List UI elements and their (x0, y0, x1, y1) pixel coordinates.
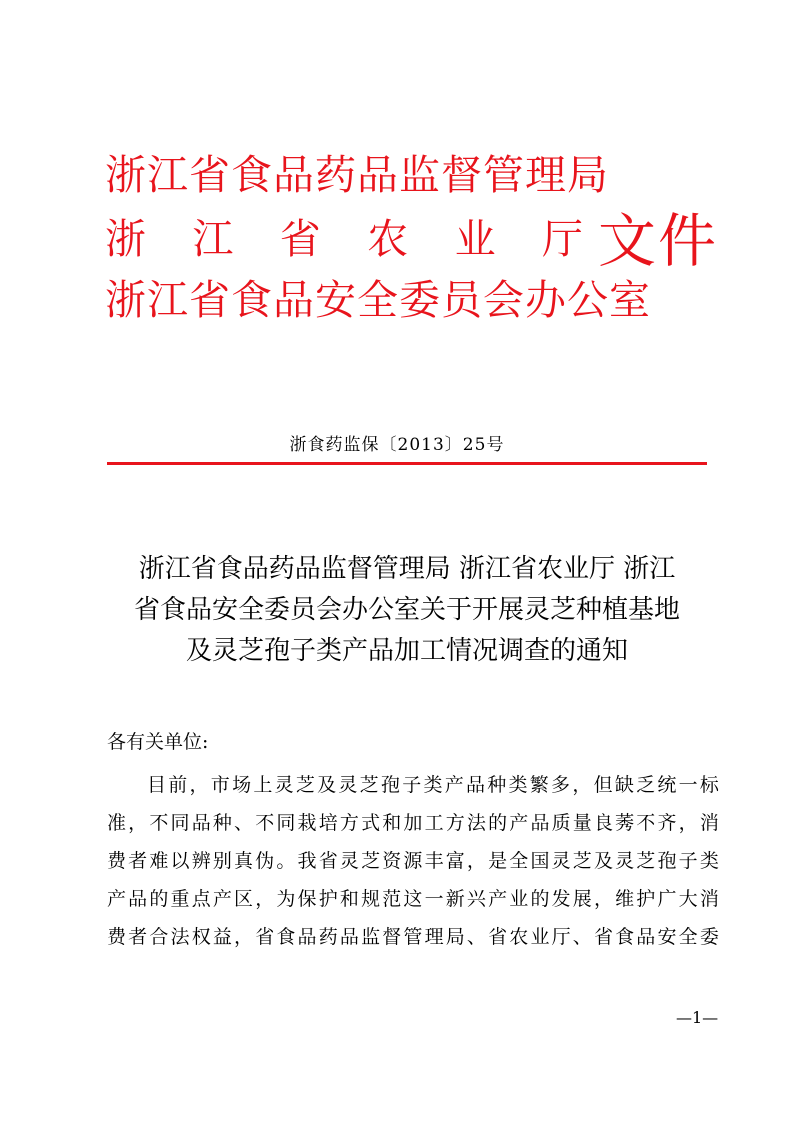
salutation: 各有关单位: (107, 731, 209, 753)
glyph: 多 (551, 774, 571, 796)
glyph: 业 (530, 926, 550, 948)
glyph: 者 (128, 926, 148, 948)
glyph: 护 (636, 888, 656, 910)
glyph: 和 (382, 812, 402, 834)
glyph: 和 (339, 888, 359, 910)
glyph: 权 (191, 926, 211, 948)
glyph: 重 (170, 888, 190, 910)
glyph: 产 (509, 812, 529, 834)
title-line: 省食品安全委员会办公室关于开展灵芝种植基地 (133, 595, 680, 625)
glyph: 我 (297, 850, 317, 872)
glyph: 以 (170, 850, 190, 872)
glyph: 辨 (191, 850, 211, 872)
glyph: 新 (445, 888, 465, 910)
glyph: 监 (361, 926, 381, 948)
glyph: 、 (572, 926, 592, 948)
red-separator-line (107, 462, 707, 465)
issuer-food-safety-committee-office: 浙江省食品安全委员会办公室 (105, 276, 651, 324)
glyph: 产 (212, 888, 232, 910)
glyph: 加 (403, 812, 423, 834)
glyph: 省 (488, 926, 508, 948)
glyph: 全 (678, 926, 698, 948)
glyph: 灵 (551, 850, 571, 872)
title-line: 浙江省食品药品监督管理局 浙江省农业厅 浙江 (138, 554, 676, 584)
glyph: 市 (210, 774, 230, 796)
glyph: 管 (403, 926, 423, 948)
glyph: 芝 (572, 850, 592, 872)
glyph: 消 (699, 888, 719, 910)
glyph: 厅 (541, 215, 583, 263)
glyph: 是 (488, 850, 508, 872)
glyph: 理 (424, 926, 444, 948)
glyph: 富 (445, 850, 465, 872)
glyph: 产 (444, 774, 464, 796)
glyph: 场 (232, 774, 252, 796)
glyph: 式 (361, 812, 381, 834)
document-number: 浙食药监保〔2013〕25号 (289, 435, 505, 455)
glyph: 种 (212, 812, 232, 834)
glyph: 品 (128, 888, 148, 910)
glyph: 伪 (255, 850, 275, 872)
glyph: 子 (402, 774, 422, 796)
glyph: 的 (488, 812, 508, 834)
glyph: 芝 (636, 850, 656, 872)
glyph: 丰 (424, 850, 444, 872)
glyph: 食 (615, 926, 635, 948)
glyph: 为 (276, 888, 296, 910)
glyph: 芝 (359, 774, 379, 796)
glyph: 维 (615, 888, 635, 910)
glyph: 乏 (636, 774, 656, 796)
glyph: 江 (192, 215, 234, 263)
glyph: ， (128, 812, 148, 834)
glyph: 省 (318, 850, 338, 872)
glyph: 厅 (551, 926, 571, 948)
glyph: 芝 (361, 850, 381, 872)
glyph: 浙 (105, 215, 146, 263)
glyph: 业 (454, 215, 496, 263)
glyph: 繁 (529, 774, 549, 796)
glyph: 方 (445, 812, 465, 834)
glyph: ， (678, 812, 698, 834)
glyph: 费 (107, 926, 127, 948)
issuer-agriculture-department (105, 215, 583, 263)
issuer-food-drug-administration: 浙江省食品药品监督管理局 (105, 151, 609, 199)
glyph: 合 (149, 926, 169, 948)
glyph: 资 (382, 850, 402, 872)
glyph: ， (255, 888, 275, 910)
glyph: 准 (107, 812, 127, 834)
glyph: 安 (657, 926, 677, 948)
glyph: 不 (149, 812, 169, 834)
glyph: 及 (593, 850, 613, 872)
glyph: 难 (149, 850, 169, 872)
glyph: 工 (424, 812, 444, 834)
glyph: 统 (657, 774, 677, 796)
glyph: 、 (234, 812, 254, 834)
glyph: 消 (699, 812, 719, 834)
glyph: 大 (678, 888, 698, 910)
body-paragraph (107, 766, 719, 956)
glyph: 农 (367, 215, 409, 263)
glyph: 齐 (657, 812, 677, 834)
glyph: 一 (678, 774, 698, 796)
glyph: 的 (149, 888, 169, 910)
glyph: 孢 (380, 774, 400, 796)
glyph: 品 (530, 812, 550, 834)
glyph: 这 (403, 888, 423, 910)
glyph: 源 (403, 850, 423, 872)
glyph: 芝 (295, 774, 315, 796)
glyph: 发 (551, 888, 571, 910)
glyph: 灵 (615, 850, 635, 872)
glyph: 质 (551, 812, 571, 834)
glyph: ， (466, 850, 486, 872)
glyph: 缺 (614, 774, 634, 796)
glyph: 者 (128, 850, 148, 872)
glyph: 同 (276, 812, 296, 834)
glyph: 类 (508, 774, 528, 796)
glyph: 莠 (615, 812, 635, 834)
document-title (96, 549, 718, 672)
glyph: 的 (530, 888, 550, 910)
glyph: 费 (107, 850, 127, 872)
glyph: 范 (382, 888, 402, 910)
glyph: 兴 (466, 888, 486, 910)
glyph: 品 (191, 812, 211, 834)
glyph: 同 (170, 812, 190, 834)
glyph: 良 (593, 812, 613, 834)
glyph: 一 (424, 888, 444, 910)
glyph: 点 (191, 888, 211, 910)
glyph: 区 (234, 888, 254, 910)
body-line (107, 918, 719, 956)
glyph: 省 (255, 926, 275, 948)
glyph: 品 (636, 926, 656, 948)
glyph: 省 (593, 926, 613, 948)
glyph: 省 (279, 215, 321, 263)
glyph: 。 (276, 850, 296, 872)
glyph: 栽 (297, 812, 317, 834)
glyph: 方 (339, 812, 359, 834)
glyph: 督 (382, 926, 402, 948)
glyph: 、 (466, 926, 486, 948)
glyph: 保 (297, 888, 317, 910)
glyph: 业 (509, 888, 529, 910)
glyph: ， (593, 888, 613, 910)
page-number: —1— (676, 1008, 719, 1027)
glyph: 护 (318, 888, 338, 910)
glyph: 灵 (338, 774, 358, 796)
body-line (107, 880, 719, 918)
glyph: 法 (466, 812, 486, 834)
glyph: 目 (147, 774, 167, 796)
glyph: 标 (699, 774, 719, 796)
glyph: 量 (572, 812, 592, 834)
document-word: 文件 (598, 207, 719, 275)
glyph: ， (234, 926, 254, 948)
glyph: 广 (657, 888, 677, 910)
glyph: 不 (636, 812, 656, 834)
glyph: 委 (699, 926, 719, 948)
glyph: 种 (487, 774, 507, 796)
glyph: 农 (509, 926, 529, 948)
glyph: 展 (572, 888, 592, 910)
glyph: 食 (276, 926, 296, 948)
glyph: 药 (318, 926, 338, 948)
glyph: 品 (465, 774, 485, 796)
glyph: 类 (699, 850, 719, 872)
glyph: 灵 (274, 774, 294, 796)
body-line (107, 804, 719, 842)
glyph: 但 (593, 774, 613, 796)
glyph: 子 (678, 850, 698, 872)
glyph: 益 (212, 926, 232, 948)
glyph: 品 (297, 926, 317, 948)
body-line (107, 842, 719, 880)
glyph: 真 (234, 850, 254, 872)
glyph: 及 (317, 774, 337, 796)
glyph: 类 (423, 774, 443, 796)
glyph: 国 (530, 850, 550, 872)
glyph: 局 (445, 926, 465, 948)
glyph: 培 (318, 812, 338, 834)
glyph: 前 (168, 774, 188, 796)
glyph: 产 (488, 888, 508, 910)
glyph: 孢 (657, 850, 677, 872)
glyph: ， (189, 774, 209, 796)
glyph: 规 (361, 888, 381, 910)
glyph: ， (572, 774, 592, 796)
title-line: 及灵芝孢子类产品加工情况调查的通知 (185, 636, 628, 666)
glyph: 灵 (339, 850, 359, 872)
glyph: 法 (170, 926, 190, 948)
glyph: 不 (255, 812, 275, 834)
glyph: 品 (339, 926, 359, 948)
glyph: 全 (509, 850, 529, 872)
glyph: 产 (107, 888, 127, 910)
body-line (107, 766, 719, 804)
glyph: 上 (253, 774, 273, 796)
glyph: 别 (212, 850, 232, 872)
